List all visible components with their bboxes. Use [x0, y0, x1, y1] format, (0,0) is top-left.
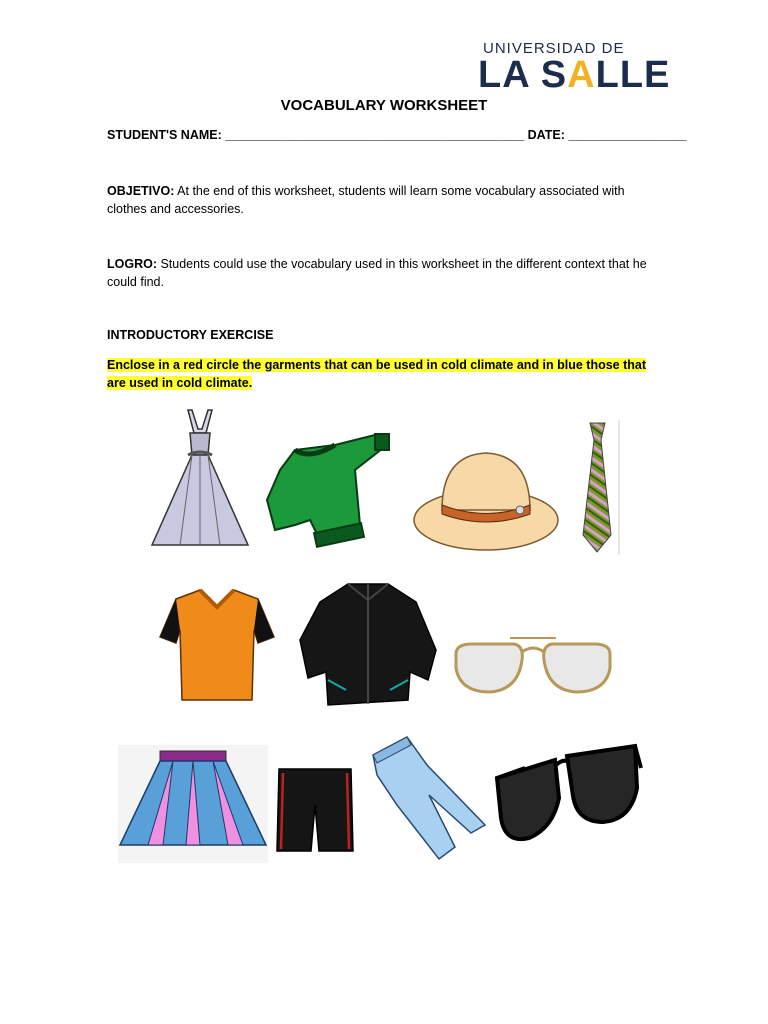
orange-tshirt-image[interactable] [158, 585, 276, 703]
shorts-icon [275, 765, 355, 855]
hat-image[interactable] [412, 450, 560, 554]
logo-top-text: UNIVERSIDAD DE [483, 40, 625, 57]
necktie-image[interactable] [575, 420, 620, 555]
dress-image[interactable] [150, 405, 250, 550]
sunglasses-image[interactable] [495, 738, 645, 853]
logo-main-right: LLE [595, 54, 671, 96]
sweater-icon [265, 430, 390, 550]
dress-icon [150, 405, 250, 550]
jacket-icon [298, 580, 438, 708]
hat-icon [412, 450, 560, 554]
logro-paragraph [107, 255, 667, 291]
logro-label: LOGRO: [107, 257, 157, 271]
jeans-icon [367, 735, 489, 863]
skirt-icon [118, 745, 268, 863]
section-title: INTRODUCTORY EXERCISE [107, 328, 274, 342]
necktie-icon [575, 420, 620, 555]
tshirt-icon [158, 585, 276, 703]
logo-main-accent: A [567, 54, 596, 96]
black-jacket-image[interactable] [298, 580, 438, 708]
glasses-icon [452, 632, 614, 698]
green-sweater-image[interactable] [265, 430, 390, 550]
skirt-image[interactable] [118, 745, 268, 863]
objetivo-paragraph [107, 182, 667, 218]
logo-main-text [478, 54, 670, 97]
instruction [107, 356, 647, 392]
instruction-text: Enclose in a red circle the garments that can be used in cold climate and in blue those that are used in cold climate. [107, 358, 647, 390]
logro-text: Students could use the vocabulary used in this worksheet in the different context that he could find. [107, 257, 647, 289]
shorts-image[interactable] [275, 765, 355, 855]
sunglasses-icon [495, 738, 645, 853]
objetivo-text: At the end of this worksheet, students will learn some vocabulary associated with clothes and accessories. [107, 184, 625, 216]
glasses-image[interactable] [452, 632, 614, 698]
student-name-date-line: STUDENT'S NAME: ___________________________________________ DATE: _________________ [107, 128, 687, 142]
logo-main-left: LA S [478, 54, 568, 96]
objetivo-label: OBJETIVO: [107, 184, 175, 198]
jeans-image[interactable] [367, 735, 489, 863]
university-logo [478, 40, 671, 100]
page-title: VOCABULARY WORKSHEET [280, 97, 488, 114]
